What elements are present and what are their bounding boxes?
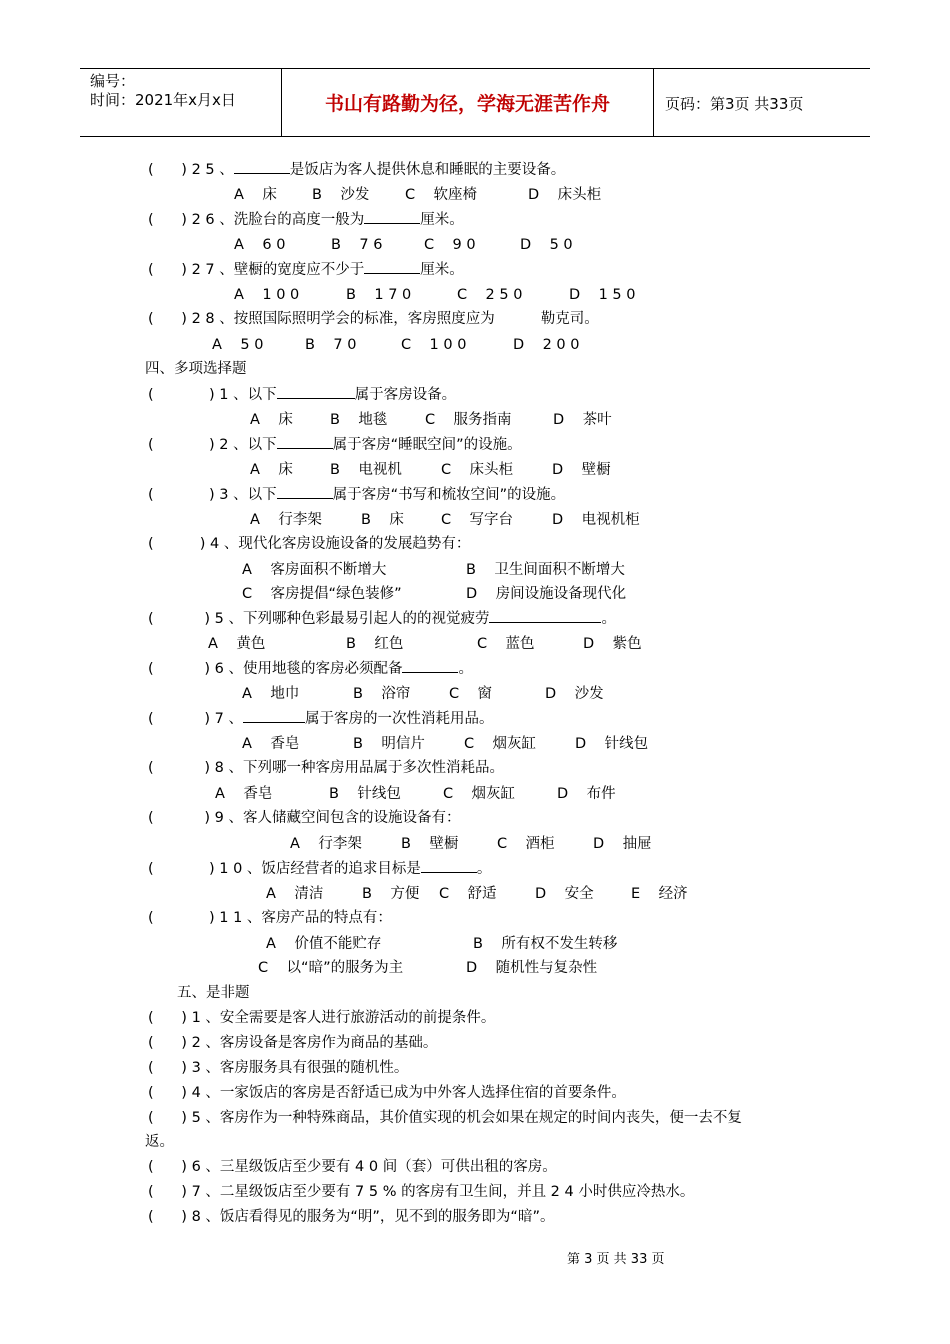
mc-question-11: ( ) 1 1 、客房产品的特点有： (148, 910, 392, 926)
mc-question-9: ( ) 9 、客人储藏空间包含的设施设备有： (148, 810, 461, 826)
mc-question-1-options: A 床 B 地毯 C 服务指南 D 茶叶 (250, 412, 612, 428)
number-label: 编号： (90, 72, 136, 90)
page-footer: 第 3 页 共 33 页 (567, 1252, 665, 1267)
header-meta (90, 72, 236, 110)
section-title-true-false: 五、是非题 (177, 985, 250, 1001)
tf-question-3: ( ) 3 、客房服务具有很强的随机性。 (148, 1060, 409, 1076)
mc-question-7-options: A 香皂 B 明信片 C 烟灰缸 D 针线包 (242, 736, 649, 752)
question-26-options: A 6 0 B 7 6 C 9 0 D 5 0 (234, 237, 573, 253)
mc-question-4-options-ab: A 客房面积不断增大 B 卫生间面积不断增大 (242, 562, 625, 578)
mc-question-5: ( ) 5 、下列哪种色彩最易引起人的的视觉疲劳 。 (148, 608, 616, 629)
tf-question-7: ( ) 7 、二星级饭店至少要有 7 5 % 的客房有卫生间，并且 2 4 小时供应冷热水。 (148, 1184, 695, 1200)
question-27: ( ) 2 7 、壁橱的宽度应不少于 厘米。 (148, 259, 464, 280)
mc-question-1: ( ) 1 、以下 属于客房设备。 (148, 384, 456, 405)
question-25: ( ) 2 5 、 是饭店为客人提供休息和睡眠的主要设备。 (148, 159, 565, 180)
tf-question-5: ( ) 5 、客房作为一种特殊商品，其价值实现的机会如果在规定的时间内丧失，便一去不复 (148, 1110, 742, 1126)
time-label: 时间：2021年x月x日 (90, 91, 236, 109)
mc-question-8-options: A 香皂 B 针线包 C 烟灰缸 D 布件 (215, 786, 616, 802)
mc-question-6-options: A 地巾 B 浴帘 C 窗 D 沙发 (242, 686, 604, 702)
tf-question-4: ( ) 4 、一家饭店的客房是否舒适已成为中外客人选择住宿的首要条件。 (148, 1085, 626, 1101)
tf-question-5-continued: 返。 (145, 1134, 174, 1150)
header-motto: 书山有路勤为径，学海无涯苦作舟 (324, 93, 610, 115)
mc-question-6: ( ) 6 、使用地毯的客房必须配备 。 (148, 658, 473, 679)
mc-question-3-options: A 行李架 B 床 C 写字台 D 电视机柜 (250, 512, 640, 528)
section-title-multiple-choice: 四、多项选择题 (145, 361, 247, 377)
mc-question-10-options: A 清洁 B 方便 C 舒适 D 安全 E 经济 (266, 886, 688, 902)
tf-question-2: ( ) 2 、客房设备是客房作为商品的基础。 (148, 1035, 438, 1051)
page-header (80, 68, 870, 137)
mc-question-11-options-ab: A 价值不能贮存 B 所有权不发生转移 (266, 936, 618, 952)
header-divider (653, 69, 654, 136)
header-page-code: 页码：第3页 共33页 (665, 95, 804, 113)
mc-question-11-options-cd: C 以“暗”的服务为主 D 随机性与复杂性 (258, 960, 598, 976)
question-28-options: A 5 0 B 7 0 C 1 0 0 D 2 0 0 (212, 337, 580, 353)
mc-question-5-options: A 黄色 B 红色 C 蓝色 D 紫色 (208, 636, 642, 652)
tf-question-1: ( ) 1 、安全需要是客人进行旅游活动的前提条件。 (148, 1010, 496, 1026)
mc-question-3: ( ) 3 、以下 属于客房“书写和梳妆空间”的设施。 (148, 484, 565, 505)
mc-question-2-options: A 床 B 电视机 C 床头柜 D 壁橱 (250, 462, 611, 478)
mc-question-8: ( ) 8 、下列哪一种客房用品属于多次性消耗品。 (148, 760, 504, 776)
tf-question-6: ( ) 6 、三星级饭店至少要有 4 0 间（套）可供出租的客房。 (148, 1159, 557, 1175)
question-28: ( ) 2 8 、按照国际照明学会的标准，客房照度应为 勒克司。 (148, 311, 599, 327)
mc-question-9-options: A 行李架 B 壁橱 C 酒柜 D 抽屉 (290, 836, 652, 852)
tf-question-8: ( ) 8 、饭店看得见的服务为“明”，见不到的服务即为“暗”。 (148, 1209, 555, 1225)
mc-question-2: ( ) 2 、以下 属于客房“睡眠空间”的设施。 (148, 434, 522, 455)
mc-question-4-options-cd: C 客房提倡“绿色装修” D 房间设施设备现代化 (242, 586, 627, 602)
mc-question-4: ( ) 4 、现代化客房设施设备的发展趋势有： (148, 536, 471, 552)
mc-question-10: ( ) 1 0 、饭店经营者的追求目标是 。 (148, 858, 491, 879)
question-26: ( ) 2 6 、洗脸台的高度一般为 厘米。 (148, 209, 464, 230)
question-27-options: A 1 0 0 B 1 7 0 C 2 5 0 D 1 5 0 (234, 287, 636, 303)
mc-question-7: ( ) 7 、 属于客房的一次性消耗用品。 (148, 708, 493, 729)
question-25-options: A 床 B 沙发 C 软座椅 D 床头柜 (234, 187, 602, 203)
